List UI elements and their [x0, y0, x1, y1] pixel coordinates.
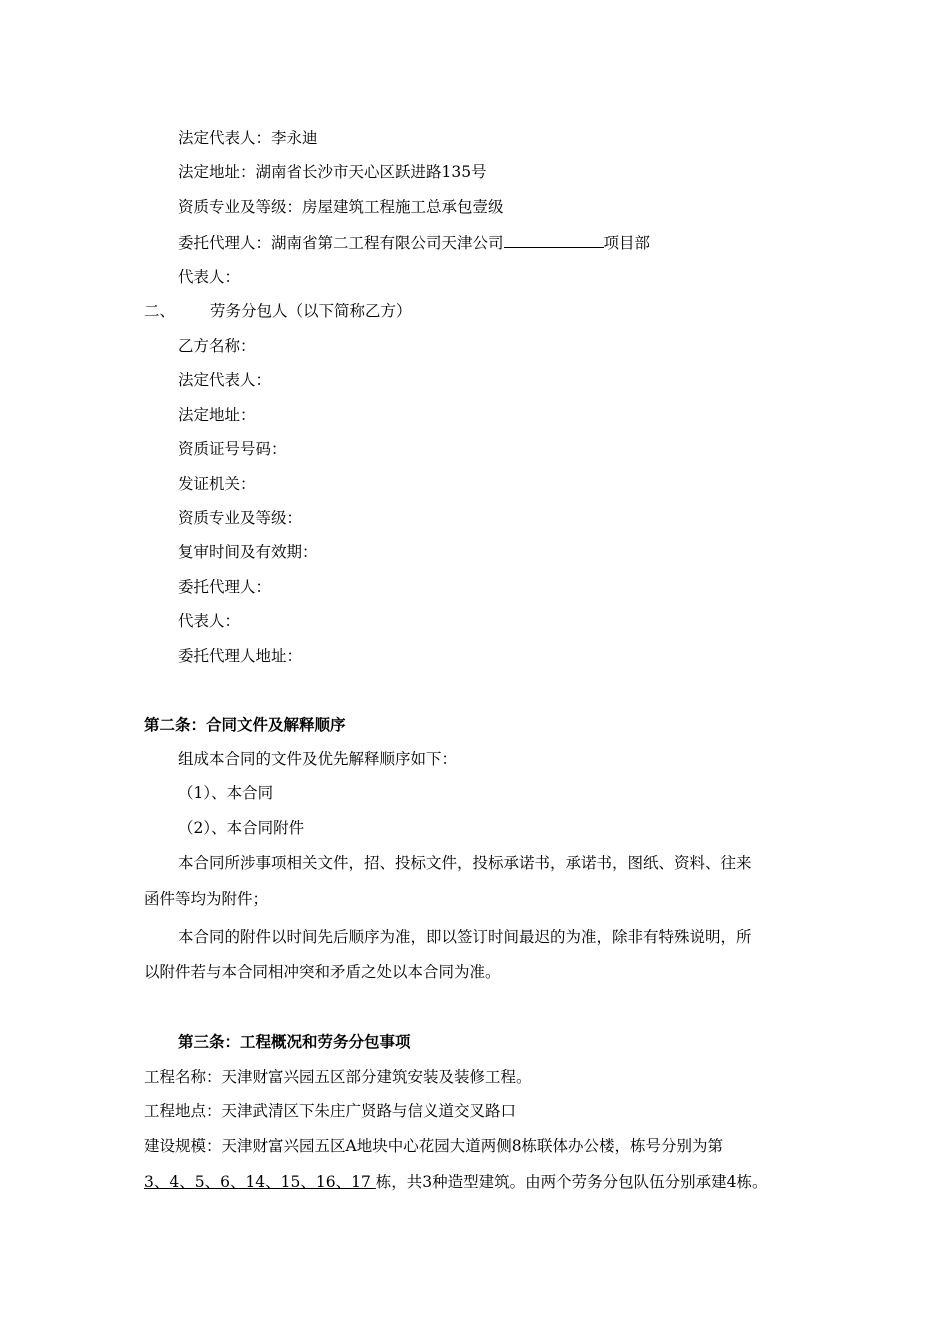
construction-scale-line-2-rest: 栋，共3种造型建筑。由两个劳务分包队伍分别承建4栋。 — [375, 1173, 768, 1191]
building-numbers: 3、4、5、6、14、15、16、17 — [144, 1173, 376, 1191]
article-2-para-1-line-2: 函件等均为附件； — [144, 890, 269, 908]
party-b-number: 二、 — [144, 302, 176, 320]
party-b-heading: 劳务分包人（以下简称乙方） — [210, 302, 412, 320]
construction-scale-line-1: 建设规模：天津财富兴园五区A地块中心花园大道两侧8栋联体办公楼，栋号分别为第 — [144, 1137, 724, 1155]
construction-scale-line-2 — [144, 1172, 768, 1192]
article-2-title: 第二条：合同文件及解释顺序 — [144, 715, 346, 734]
party-b-review: 复审时间及有效期： — [178, 543, 318, 561]
party-b-representative: 代表人： — [178, 612, 241, 630]
party-b-legal-address: 法定地址： — [178, 406, 256, 424]
party-a-agent-suffix: 项目部 — [603, 234, 651, 252]
article-2-intro: 组成本合同的文件及优先解释顺序如下： — [178, 750, 458, 768]
article-2-para-1-line-1: 本合同所涉事项相关文件，招、投标文件，投标承诺书，承诺书，图纸、资料、往来 — [178, 854, 752, 872]
party-b-cert-no: 资质证号号码： — [178, 440, 287, 458]
blank-line — [504, 232, 604, 248]
party-b-issuer: 发证机关： — [178, 475, 256, 493]
article-3-title: 第三条：工程概况和劳务分包事项 — [178, 1032, 411, 1051]
party-a-legal-address: 法定地址：湖南省长沙市天心区跃进路135号 — [178, 163, 487, 181]
article-2-item-1: （1）、本合同 — [178, 784, 274, 802]
party-a-agent-prefix: 委托代理人：湖南省第二工程有限公司天津公司 — [178, 234, 504, 252]
party-a-qualification: 资质专业及等级：房屋建筑工程施工总承包壹级 — [178, 198, 504, 216]
party-a-agent — [178, 232, 650, 253]
party-a-representative: 代表人： — [178, 268, 241, 286]
party-b-qualification: 资质专业及等级： — [178, 509, 303, 527]
project-location: 工程地点：天津武清区下朱庄广贤路与信义道交叉路口 — [144, 1102, 517, 1120]
party-b-name: 乙方名称： — [178, 337, 256, 355]
article-2-item-2: （2）、本合同附件 — [178, 819, 305, 837]
article-2-para-2-line-2: 以附件若与本合同相冲突和矛盾之处以本合同为准。 — [144, 963, 501, 981]
party-b-agent-address: 委托代理人地址： — [178, 647, 303, 665]
project-name: 工程名称：天津财富兴园五区部分建筑安装及装修工程。 — [144, 1068, 532, 1086]
party-b-agent: 委托代理人： — [178, 578, 272, 596]
article-2-para-2-line-1: 本合同的附件以时间先后顺序为准，即以签订时间最迟的为准，除非有特殊说明，所 — [178, 928, 752, 946]
party-a-legal-rep: 法定代表人：李永迪 — [178, 129, 318, 147]
party-b-legal-rep: 法定代表人： — [178, 371, 272, 389]
